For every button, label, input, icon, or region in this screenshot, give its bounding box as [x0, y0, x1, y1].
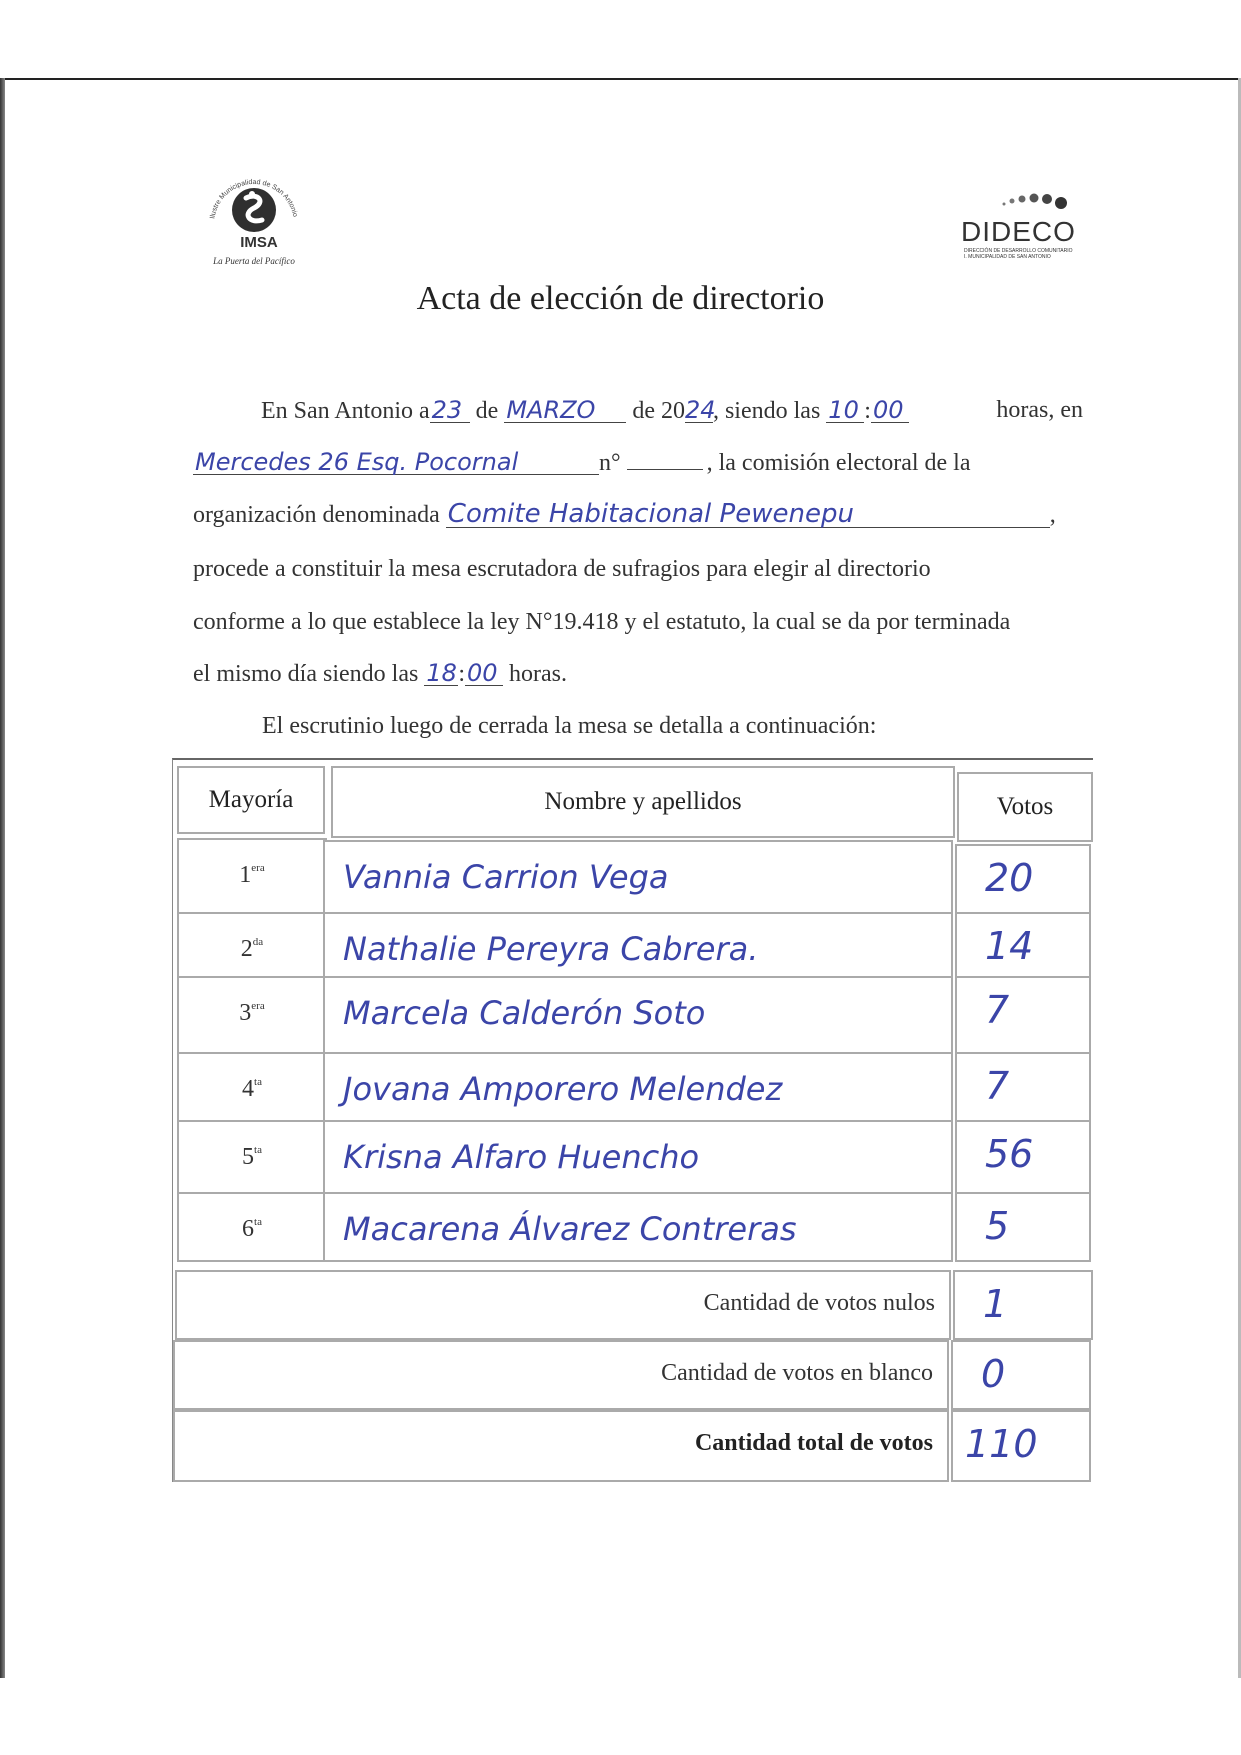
scan-edge-top [0, 78, 1241, 80]
rank-cell-2: $2^{da}$ [177, 912, 327, 980]
imsa-name: IMSA [240, 234, 278, 251]
dideco-subtitle: DIRECCIÓN DE DESARROLLO COMUNITARIO I. MUNICIPALIDAD DE SAN ANTONIO [964, 248, 1073, 260]
imsa-arc-text: Ilustre Municipalidad de San Antonio [209, 178, 299, 220]
dideco-name: DIDECO [961, 216, 1076, 247]
line-1-end: horas, en [996, 397, 1083, 423]
name-cell-4[interactable]: Jovana Amporero Melendez [323, 1052, 953, 1122]
null-votes-label: Cantidad de votos nulos [175, 1270, 951, 1340]
votes-cell-6[interactable]: 5 [955, 1192, 1091, 1262]
start-hour-field[interactable]: 10 [826, 398, 864, 423]
rank-cell-6: $6^{ta}$ [177, 1192, 327, 1262]
month-field[interactable]: MARZO [504, 398, 626, 423]
dideco-dots-icon [956, 188, 1082, 218]
total-votes-label: Cantidad total de votos [173, 1410, 949, 1482]
name-cell-3[interactable]: Marcela Calderón Soto [323, 976, 953, 1054]
scan-edge-left [0, 78, 5, 1678]
year-field[interactable]: 24 [684, 396, 716, 424]
total-votes-value[interactable]: 110 [951, 1410, 1091, 1482]
number-field[interactable] [627, 449, 703, 470]
organization-name-field[interactable]: Comite Habitacional Pewenepu [446, 501, 1050, 528]
name-cell-6[interactable]: Macarena Álvarez Contreras [323, 1192, 953, 1262]
form-line-6: el mismo día siendo las 18:00 horas. [193, 659, 567, 687]
form-line-4: procede a constituir la mesa escrutadora de sufragios para elegir al directorio [193, 556, 931, 582]
imsa-tagline: La Puerta del Pacífico [213, 256, 295, 266]
form-line-2: Mercedes 26 Esq. Pocornal n° , la comisión electoral de la [195, 448, 971, 476]
end-minute-field[interactable]: 00 [465, 661, 503, 686]
blank-votes-value[interactable]: 0 [951, 1340, 1091, 1410]
imsa-logo [196, 174, 312, 270]
start-minute-field[interactable]: 00 [871, 398, 909, 423]
header-rank: Mayoría [177, 766, 325, 834]
name-cell-2[interactable]: Nathalie Pereyra Cabrera. [323, 912, 953, 978]
votes-cell-5[interactable]: 56 [955, 1120, 1091, 1194]
votes-cell-3[interactable]: 7 [955, 976, 1091, 1054]
rank-cell-1: $1^{era}$ [177, 838, 327, 916]
rank-cell-4: $4^{ta}$ [177, 1052, 327, 1122]
address-field[interactable]: Mercedes 26 Esq. Pocornal [193, 450, 599, 475]
rank-cell-5: $5^{ta}$ [177, 1120, 327, 1194]
rank-cell-3: $3^{era}$ [177, 976, 327, 1056]
day-field[interactable]: 23 [430, 398, 470, 423]
results-table [172, 758, 1093, 1482]
votes-cell-1[interactable]: 20 [955, 844, 1091, 916]
header-votes: Votos [957, 772, 1093, 842]
name-cell-5[interactable]: Krisna Alfaro Huencho [323, 1120, 953, 1194]
form-line-3: organización denominada Comite Habitacional Pewenepu , [193, 499, 1056, 529]
header-name: Nombre y apellidos [331, 766, 955, 838]
blank-votes-label: Cantidad de votos en blanco [173, 1340, 949, 1410]
dideco-logo [956, 188, 1082, 272]
votes-cell-2[interactable]: 14 [955, 912, 1091, 980]
page-title: Acta de elección de directorio [416, 280, 825, 317]
null-votes-value[interactable]: 1 [953, 1270, 1093, 1340]
name-cell-1[interactable]: Vannia Carrion Vega [323, 840, 953, 916]
form-line-5: conforme a lo que establece la ley N°19.418 y el estatuto, la cual se da por terminada [193, 609, 1011, 635]
end-hour-field[interactable]: 18 [426, 659, 457, 687]
form-line-7: El escrutinio luego de cerrada la mesa se detalla a continuación: [262, 713, 877, 739]
votes-cell-4[interactable]: 7 [955, 1052, 1091, 1122]
form-line-1: En San Antonio a23 de MARZO de 2024, siendo las 10 :00 horas, en [261, 396, 1083, 424]
